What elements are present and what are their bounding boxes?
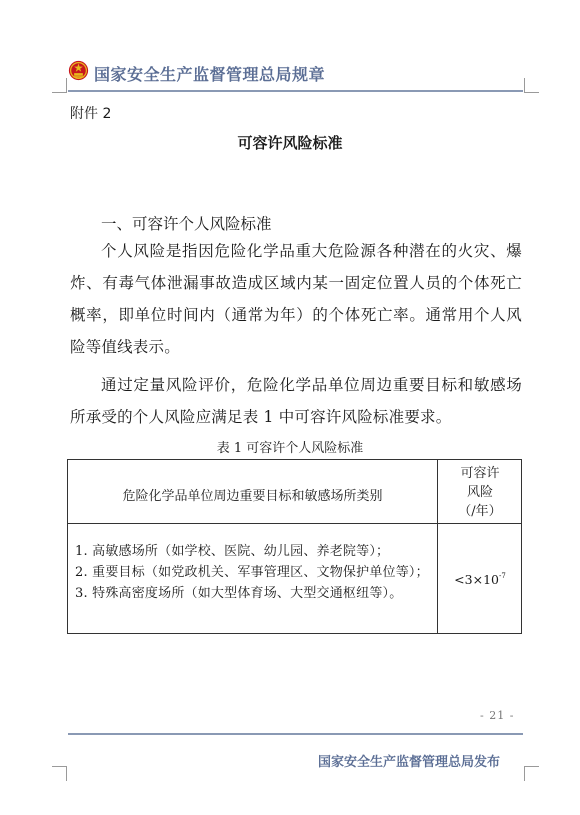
page-number: - 21 - [480, 709, 515, 722]
crop-mark-bottom-right [524, 766, 539, 781]
risk-value [438, 572, 522, 587]
list-item: 1. 高敏感场所（如学校、医院、幼儿园、养老院等）； [75, 544, 390, 559]
footer-divider [68, 733, 523, 735]
national-emblem-icon [68, 60, 89, 81]
page-header [68, 58, 524, 88]
risk-value-base: <3×10 [454, 572, 499, 587]
crop-mark-top-left [52, 78, 67, 93]
table-header-risk-line: 风险 [466, 485, 493, 500]
table-caption: 表 1 可容许个人风险标准 [216, 441, 364, 456]
footer-publisher: 国家安全生产监督管理总局发布 [318, 755, 501, 770]
risk-value-exponent: -7 [498, 572, 506, 580]
list-item: 3. 特殊高密度场所（如大型体育场、大型交通枢纽等）。 [75, 586, 403, 601]
crop-mark-bottom-left [52, 766, 67, 781]
table-header-risk [438, 464, 522, 521]
table-header-risk-line: （/年） [458, 504, 502, 519]
crop-mark-top-right [524, 78, 539, 93]
table-header-category: 危险化学品单位周边重要目标和敏感场所类别 [122, 489, 383, 504]
paragraph-individual-risk: 个人风险是指因危险化学品重大危险源各种潜在的火灾、爆炸、有毒气体泄漏事故造成区域内某一固定位置人员的个体死亡概率，即单位时间内（通常为年）的个体死亡率。通常用个人风险等值线表示。 [70, 242, 522, 356]
header-title: 国家安全生产监督管理总局规章 [94, 65, 326, 84]
section-heading: 一、可容许个人风险标准 [101, 215, 272, 233]
document-title: 可容许风险标准 [237, 134, 343, 152]
category-list [75, 541, 437, 604]
list-item: 2. 重要目标（如党政机关、军事管理区、文物保护单位等）； [75, 565, 429, 580]
risk-standard-table [67, 459, 522, 634]
attachment-label: 附件 2 [70, 106, 112, 122]
paragraph-quantitative-assessment: 通过定量风险评价，危险化学品单位周边重要目标和敏感场所承受的个人风险应满足表 1 中可容许风险标准要求。 [70, 376, 522, 426]
table-header-risk-line: 可容许 [460, 466, 500, 481]
header-divider [68, 90, 523, 92]
